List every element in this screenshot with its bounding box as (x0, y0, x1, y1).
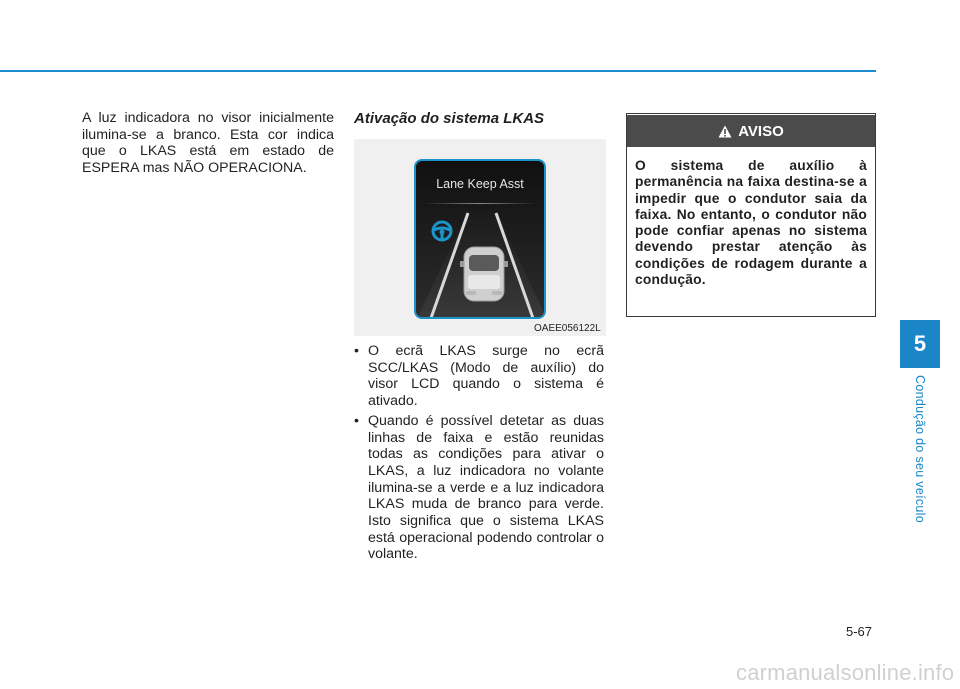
bullet-list (354, 343, 604, 566)
bullet-item: • Quando é possível detetar as duas linhas de faixa e estão reunidas todas as condições para ativar o LKAS, a luz indicadora no volante ilumina-se a verde e a luz indicadora LKAS muda de branco para verde. Isto significa que o sistema LKAS está operacional podendo controlar o volante. (354, 413, 604, 563)
warning-header (627, 115, 875, 147)
screen-divider (424, 203, 536, 204)
car-graphic (460, 247, 508, 301)
lkas-display-screen (414, 159, 546, 319)
warning-heading: AVISO (738, 122, 784, 140)
chapter-title: Condução do seu veículo (913, 375, 927, 523)
section-title: Ativação do sistema LKAS (354, 110, 545, 127)
screen-title: Lane Keep Asst (436, 177, 524, 191)
lkas-figure (354, 139, 606, 336)
top-rule (0, 70, 876, 72)
chapter-tab (900, 320, 940, 368)
page-number: 5-67 (846, 624, 873, 639)
steering-wheel-icon (433, 222, 451, 240)
warning-triangle-icon (718, 125, 732, 138)
intro-paragraph: A luz indicadora no visor inicialmente ilumina-se a branco. Esta cor indica que o LKAS está em estado de ESPERA mas NÃO OPERACIONA. (82, 110, 334, 177)
bullet-item: • O ecrã LKAS surge no ecrã SCC/LKAS (Modo de auxílio) do visor LCD quando o sistema é ativado. (354, 343, 604, 410)
watermark: carmanualsonline.info (736, 660, 955, 685)
figure-code: OAEE056122L (534, 323, 601, 334)
warning-box (626, 113, 876, 317)
chapter-title-vertical (911, 375, 929, 535)
chapter-number: 5 (913, 331, 927, 356)
warning-text: O sistema de auxílio à permanência na faixa destina-se a impedir que o condutor saia da faixa. No entanto, o condutor não pode confiar apenas no sistema devendo prestar atenção às condições de rodagem durante a condução. (635, 158, 867, 288)
